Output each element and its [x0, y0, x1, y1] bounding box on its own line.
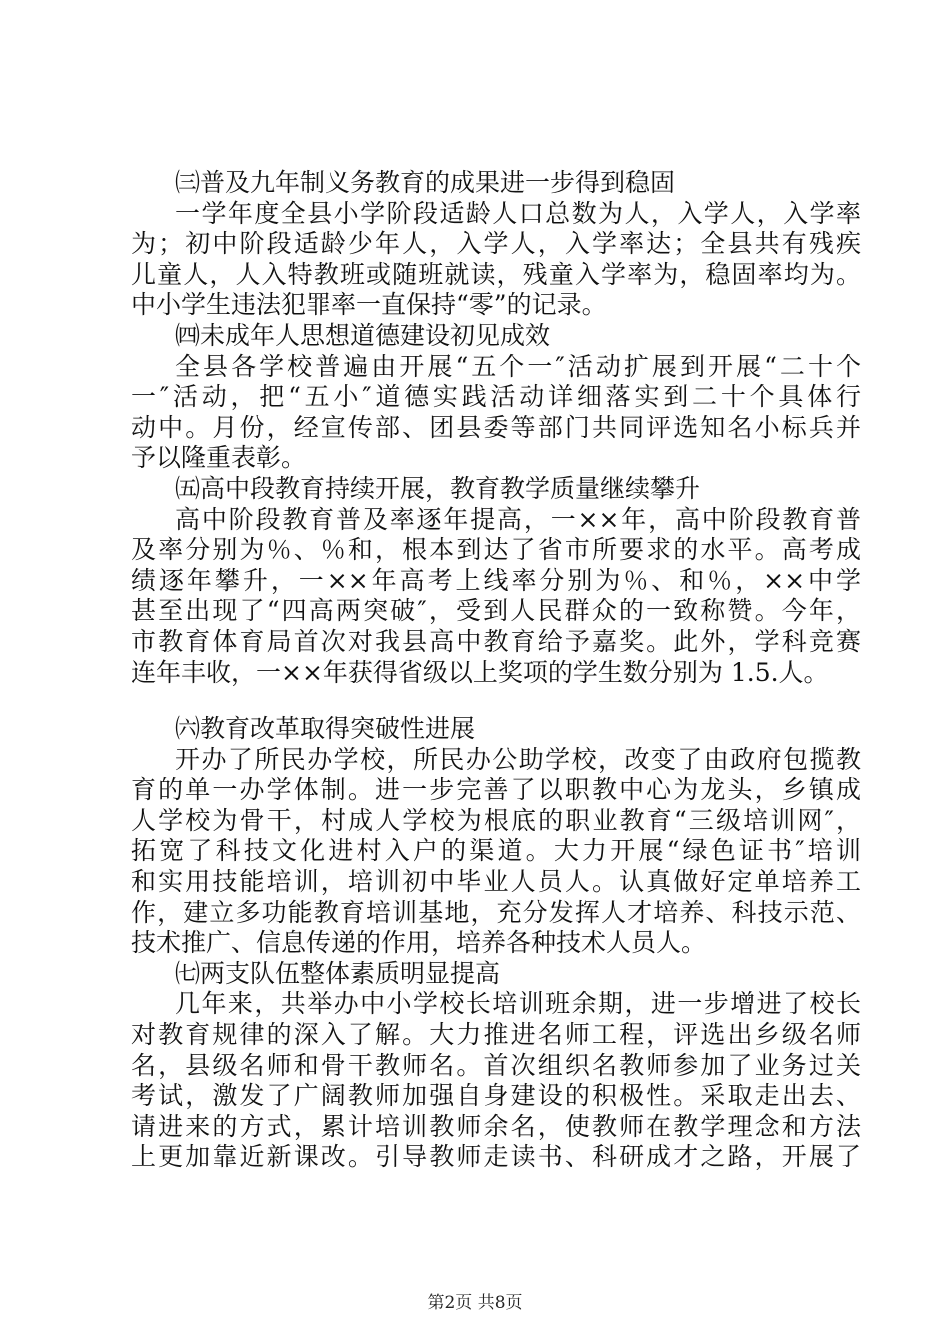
paragraph-line: 和实用技能培训，培训初中毕业人员人。认真做好定单培养工 [131, 867, 861, 897]
paragraph-line: 考试，激发了广阔教师加强自身建设的积极性。采取走出去、 [131, 1081, 861, 1111]
paragraph-line: 名，县级名师和骨干教师名。首次组织名教师参加了业务过关 [131, 1050, 861, 1080]
paragraph-line: 上更加靠近新课改。引导教师走读书、科研成才之路，开展了 [131, 1142, 861, 1172]
paragraph-line: 予以隆重表彰。 [131, 443, 307, 473]
paragraph-line: 动中。月份，经宣传部、团县委等部门共同评选知名小标兵并 [131, 412, 861, 442]
page-footer: 第2页 共8页 [427, 1293, 523, 1313]
document-body [131, 168, 861, 1173]
paragraph-line: 一″活动，把“五小″道德实践活动详细落实到二十个具体行 [131, 382, 861, 412]
paragraph-line: 市教育体育局首次对我县高中教育给予嘉奖。此外，学科竞赛 [131, 626, 861, 656]
paragraph-line: 高中阶段教育普及率逐年提高，一××年，高中阶段教育普 [175, 504, 861, 534]
paragraph-line: 技术推广、信息传递的作用，培养各种技术人员人。 [131, 928, 707, 958]
paragraph-line: 绩逐年攀升，一××年高考上线率分别为％、和％，××中学 [131, 565, 861, 595]
paragraph-line: 全县各学校普遍由开展“五个一″活动扩展到开展“二十个 [175, 351, 861, 381]
paragraph-gap [131, 688, 861, 714]
paragraph-line: 儿童人，人入特教班或随班就读，残童入学率为，稳固率均为。 [131, 259, 861, 289]
section-heading-4: ㈣未成年人思想道德建设初见成效 [175, 320, 551, 350]
section-heading-3: ㈢普及九年制义务教育的成果进一步得到稳固 [175, 168, 676, 197]
paragraph-line: 中小学生违法犯罪率一直保持“零”的记录。 [131, 290, 607, 320]
section-heading-6: ㈥教育改革取得突破性进展 [175, 714, 476, 744]
paragraph-line: 育的单一办学体制。进一步完善了以职教中心为龙头，乡镇成 [131, 775, 861, 805]
paragraph-line: 对教育规律的深入了解。大力推进名师工程，评选出乡级名师 [131, 1020, 861, 1050]
paragraph-line: 及率分别为％、％和，根本到达了省市所要求的水平。高考成 [131, 535, 861, 565]
paragraph-line: 人学校为骨干，村成人学校为根底的职业教育“三级培训网″， [131, 805, 861, 835]
paragraph-line: 请进来的方式，累计培训教师余名，使教师在教学理念和方法 [131, 1111, 861, 1141]
paragraph-line: 一学年度全县小学阶段适龄人口总数为人，入学人，入学率 [175, 198, 861, 228]
paragraph-line: 连年丰收，一××年获得省级以上奖项的学生数分别为 1.5.人。 [131, 657, 829, 687]
section-heading-7: ㈦两支队伍整体素质明显提高 [175, 958, 501, 988]
paragraph-line: 为；初中阶段适龄少年人，入学人，入学率达；全县共有残疾 [131, 229, 861, 259]
section-heading-5: ㈤高中段教育持续开展，教育教学质量继续攀升 [175, 473, 701, 503]
paragraph-line: 作，建立多功能教育培训基地，充分发挥人才培养、科技示范、 [131, 897, 861, 927]
paragraph-line: 甚至出现了“四高两突破″，受到人民群众的一致称赞。今年， [131, 596, 861, 626]
paragraph-line: 开办了所民办学校，所民办公助学校，改变了由政府包揽教 [175, 744, 861, 774]
paragraph-line: 几年来，共举办中小学校长培训班余期，进一步增进了校长 [175, 989, 861, 1019]
paragraph-line: 拓宽了科技文化进村入户的渠道。大力开展“绿色证书″培训 [131, 836, 861, 866]
